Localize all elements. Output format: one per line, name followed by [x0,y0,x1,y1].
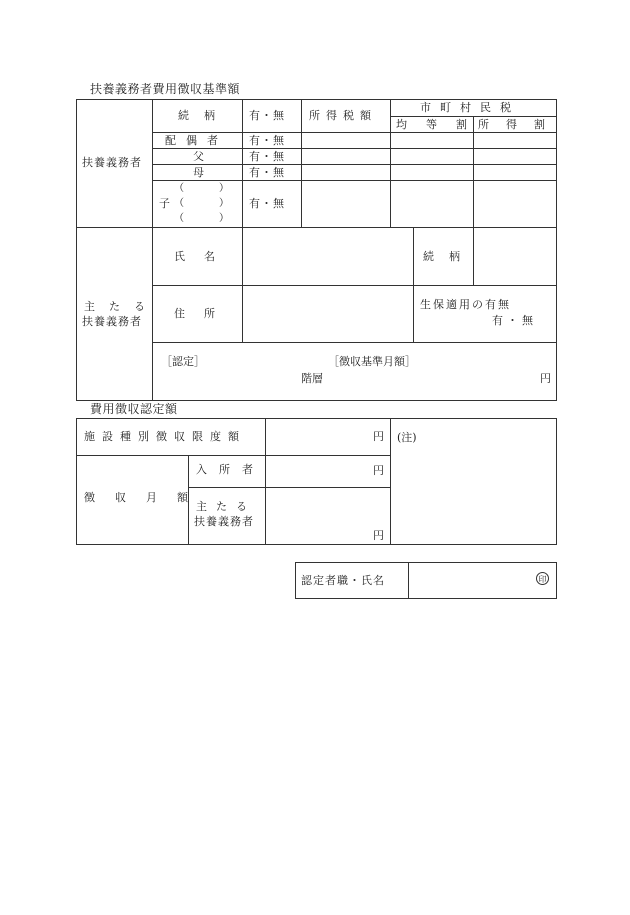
limit-yen: 円 [373,430,384,443]
name-label: 氏 名 [174,250,219,263]
child-paren-2: （ ） [174,198,228,209]
welfare-value: 有・無 [492,314,537,327]
income-tax-header: 所得税額 [309,109,377,122]
father-presence: 有・無 [249,150,285,163]
tier-label: 階層 [301,372,323,385]
child-label: 子 [159,197,170,210]
child-presence: 有・無 [249,197,285,210]
standard-monthly-label: ［徴収基準月額］ [328,355,416,368]
yen-unit-1: 円 [540,372,551,385]
certified-label: ［認定］ [161,355,205,368]
resident-label: 入所者 [196,463,265,476]
address-label: 住 所 [174,307,219,320]
presence-header: 有・無 [249,109,285,122]
welfare-label: 生保適用の有無 [420,298,511,311]
certifier-label: 認定者職・氏名 [301,574,385,587]
main-obligor2-line2: 扶養義務者 [194,515,254,528]
spouse-presence: 有・無 [249,134,285,147]
municipal-tax-header: 市町村民税 [420,101,520,114]
note-label: (注) [397,431,417,444]
support-obligor-label: 扶養義務者 [82,156,142,169]
seal-mark: 印 [536,572,549,585]
relation-header: 続 柄 [178,109,217,122]
mother-label: 母 [193,166,204,179]
spouse-label: 配偶者 [165,134,228,147]
section1-title: 扶養義務者費用徴収基準額 [90,82,241,96]
main-obligor-line1: 主たる [84,300,159,313]
mother-presence: 有・無 [249,166,285,179]
child-paren-1: （ ） [174,183,228,194]
support-obligor-table [76,99,557,401]
father-label: 父 [193,150,204,163]
income-share-header: 所得割 [478,118,562,131]
relation-label: 続 柄 [423,250,462,263]
limit-label: 施設種別徴収限度額 [84,430,246,443]
main-obligor2-line1: 主たる [196,500,256,513]
equal-share-header: 均等割 [396,118,486,131]
monthly-label: 徴収月額 [84,491,208,504]
section2-title: 費用徴収認定額 [90,402,178,416]
main-obligor-line2: 扶養義務者 [82,315,142,328]
resident-yen: 円 [373,464,384,477]
main-obligor-yen: 円 [373,529,384,542]
child-paren-3: （ ） [174,213,228,224]
